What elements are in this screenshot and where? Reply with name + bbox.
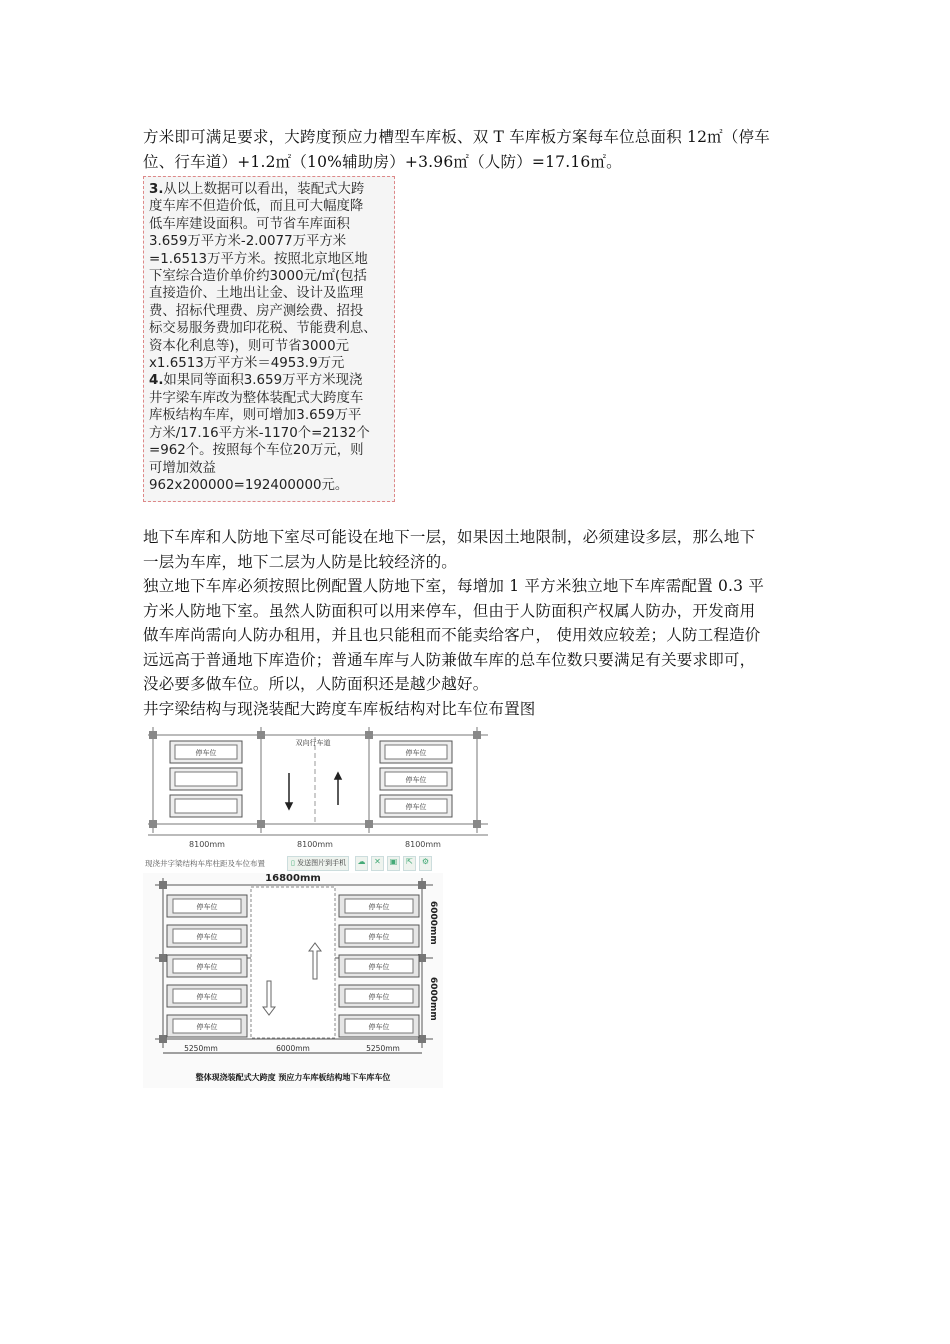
save-icon[interactable]: ▣ [387,856,400,871]
parking-space-label: 停车位 [405,803,427,811]
p1-line-1: 方米即可满足要求，大跨度预应力槽型车库板、双 T 车库板方案每车位总面积 12㎡（停车 [143,128,770,146]
image-toolbar-row [143,855,443,873]
callout-line [149,251,390,268]
callout-line [149,338,390,355]
dimension-label: 8100mm [405,840,441,849]
p3-line-1: 独立地下车库必须按照比例配置人防地下室，每增加 1 平方米独立地下车库需配置 0.3 平 [143,577,765,595]
parking-space-label: 停车位 [368,903,390,911]
parking-space-label: 停车位 [405,749,427,757]
parking-spaces-right [380,741,452,817]
bottom-dimension: 6000mm [276,1044,310,1053]
parking-space-label: 停车位 [368,993,390,1001]
driveway [251,887,335,1038]
callout-line-text: 方米/17.16平方米-1170个=2132个 [149,425,370,441]
callout-line-text: 可增加效益 [149,460,216,476]
dimension-label: 8100mm [297,840,333,849]
parking-space-label: 停车位 [196,963,218,971]
large-span-slab-layout-diagram [143,873,443,1088]
callout-line [149,233,390,250]
side-dimension: 6000mm [428,977,438,1021]
parking-space-label: 停车位 [196,933,218,941]
callout-line [149,477,390,494]
callout-line [149,355,390,372]
figure-heading-text: 井字梁结构与现浇装配大跨度车库板结构对比车位布置图 [143,700,536,718]
callout-line-text: 直接造价、土地出让金、设计及监理 [149,286,364,302]
share-icon[interactable]: ⇱ [403,856,416,871]
callout-line [149,303,390,320]
figure-heading [143,697,811,722]
parking-space-label: 停车位 [195,749,217,757]
callout-line-text: =962个。按照每个车位20万元，则 [149,443,364,459]
expand-icon[interactable]: ✕ [371,856,384,871]
waffle-slab-layout-diagram [143,725,493,855]
send-to-phone-button[interactable] [287,856,349,871]
parking-space-label: 停车位 [405,776,427,784]
callout-line-text: 从以上数据可以看出，装配式大跨 [163,182,365,197]
callout-line-text: 下室综合造价单价约3000元/㎡(包括 [149,269,367,285]
p3-line-3: 做车库尚需向人防办租用，并且也只能租而不能卖给客户， 使用效应较差；人防工程造价 [143,626,761,644]
lane-label: 双向行车道 [295,739,331,747]
callout-line-text: 库板结构车库，则可增加3.659万平 [149,408,362,424]
callout-line-text: 度车库不但造价低，而且可大幅度降 [149,199,364,215]
callout-line [149,442,390,459]
callout-item-number: 3. [149,182,164,197]
callout-line [149,407,390,424]
paragraph-floor-arrangement [143,525,811,574]
callout-line [149,216,390,233]
traffic-arrows [286,773,341,809]
cost-savings-callout [143,176,395,502]
callout-line-text: 3.659万平方米-2.0077万平方米 [149,234,347,250]
diagram1-caption: 现浇井字梁结构车库柱距及车位布置 [145,859,265,868]
cloud-icon[interactable]: ☁ [355,856,368,871]
parking-space-label: 停车位 [368,933,390,941]
callout-line [149,460,390,477]
callout-line-text: 井字梁车库改为整体装配式大跨度车 [149,390,364,406]
dimension-label: 8100mm [189,840,225,849]
settings-icon[interactable]: ⚙ [419,856,432,871]
callout-line-text: 如果同等面积3.659万平方米现浇 [163,373,363,389]
p3-line-2: 方米人防地下室。虽然人防面积可以用来停车，但由于人防面积产权属人防办，开发商用 [143,601,756,620]
side-dimension: 6000mm [428,901,438,945]
parking-spaces-right [339,895,419,1037]
callout-item-number: 4. [149,373,164,389]
bottom-dimension: 5250mm [184,1044,218,1053]
parking-space-label: 停车位 [196,903,218,911]
callout-line [149,390,390,407]
top-dimension: 16800mm [265,873,321,884]
p2-line-2: 一层为车库，地下二层为人防是比较经济的。 [143,552,458,571]
callout-line-text: 费、招标代理费、房产测绘费、招投 [149,303,364,319]
callout-line [149,425,390,442]
parking-space-label: 停车位 [196,993,218,1001]
parking-space-label: 停车位 [368,963,390,971]
diagram2-caption: 整体现浇装配式大跨度 预应力车库板结构地下车库车位 [195,1073,391,1082]
callout-line [149,198,390,215]
p2-line-1: 地下车库和人防地下室尽可能设在地下一层，如果因土地限制，必须建设多层，那么地下 [143,528,756,546]
bottom-dimension: 5250mm [366,1044,400,1053]
parking-spaces-left [170,741,242,817]
callout-line [149,181,390,198]
send-button-label: 发送图片到手机 [297,859,347,867]
phone-icon: ▯ [291,859,295,867]
parking-spaces-left [167,895,247,1037]
callout-line [149,285,390,302]
parking-space-label: 停车位 [368,1023,390,1031]
callout-line-text: =1.6513万平方米。按照北京地区地 [149,251,368,267]
paragraph-civil-defense [143,574,811,697]
callout-line [149,372,390,389]
callout-line-text: 资本化利息等)，则可节省3000元 [149,338,349,354]
callout-line-text: 标交易服务费加印花税、节能费利息、 [149,321,377,337]
callout-line-text: 低车库建设面积。可节省车库面积 [149,216,350,232]
callout-line-text: x1.6513万平方米＝4953.9万元 [149,356,345,372]
callout-line [149,268,390,285]
p1-line-2: 位、行车道）+1.2㎡（10%辅助房）+3.96㎡（人防）=17.16㎡。 [143,152,622,171]
paragraph-area-summary [143,125,811,174]
p3-line-4: 远远高于普通地下库造价；普通车库与人防兼做车库的总车位数只要满足有关要求即可， [143,650,756,669]
callout-line-text: 962x200000=192400000元。 [149,477,349,493]
parking-space-label: 停车位 [196,1023,218,1031]
callout-line [149,320,390,337]
p3-line-5: 没必要多做车位。所以，人防面积还是越少越好。 [143,675,489,693]
